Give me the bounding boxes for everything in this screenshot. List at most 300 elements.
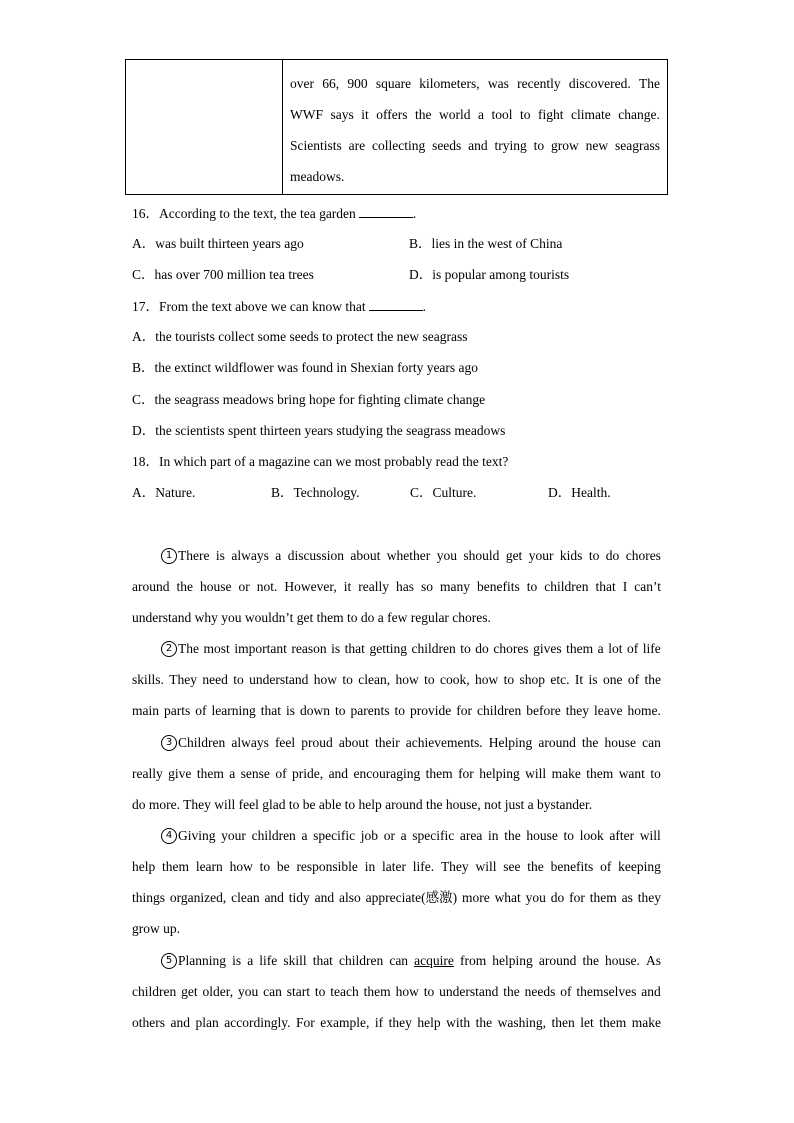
word: to (460, 641, 471, 656)
word: it (361, 107, 369, 122)
word: help (132, 859, 156, 874)
word: and (328, 766, 349, 781)
word: around (538, 953, 577, 968)
word: the (644, 672, 661, 687)
paragraph-line (132, 633, 661, 664)
word: make (631, 1015, 661, 1030)
word: later (382, 859, 406, 874)
word: they (637, 890, 661, 905)
option-d[interactable]: D．is popular among tourists (409, 267, 570, 282)
word: Giving (178, 828, 216, 843)
word: of (195, 703, 207, 718)
word: how (229, 859, 253, 874)
word: the (475, 1015, 493, 1030)
word: them (425, 766, 453, 781)
word: so (420, 579, 433, 594)
word: be (276, 859, 290, 874)
word: 900 (347, 76, 368, 91)
word: how (395, 672, 419, 687)
word: As (645, 953, 661, 968)
word: and (314, 890, 335, 905)
word: can (389, 953, 409, 968)
word: to (342, 672, 353, 687)
word: climate (571, 107, 611, 122)
word: skill (283, 953, 307, 968)
word: 66, (322, 76, 340, 91)
word: learning (211, 703, 256, 718)
word: they (565, 703, 589, 718)
word: about (350, 548, 381, 563)
option-d[interactable]: D．the scientists spent thirteen years studying the seagrass meadows (132, 423, 506, 438)
word: them (586, 766, 614, 781)
option-c[interactable]: C．has over 700 million tea trees (132, 267, 314, 282)
word: themselves (576, 984, 637, 999)
word: for (456, 703, 473, 718)
word: is (285, 703, 295, 718)
word: leave (593, 703, 623, 718)
word: children (339, 953, 384, 968)
word: to (394, 703, 406, 718)
word: them (196, 766, 224, 781)
word: over (290, 76, 314, 91)
passage-table (125, 59, 668, 195)
word: really (358, 579, 389, 594)
paragraph-line (132, 758, 661, 789)
word: make (551, 766, 581, 781)
word: can (642, 735, 661, 750)
word: pride, (292, 766, 324, 781)
word: house. (605, 953, 640, 968)
word: specific (313, 828, 356, 843)
line-with-underline (178, 945, 661, 976)
paragraph-line (132, 945, 661, 976)
word: is (232, 953, 242, 968)
word: more (461, 890, 490, 905)
word: around (132, 579, 170, 594)
word: says (330, 107, 354, 122)
word: in (364, 859, 376, 874)
option-a[interactable]: A．was built thirteen years ago (132, 236, 304, 251)
word: your (221, 828, 246, 843)
table-line (290, 99, 660, 130)
word: and (641, 984, 661, 999)
word: the (415, 107, 432, 122)
word: that (595, 579, 616, 594)
word: how (395, 984, 419, 999)
table-line: meadows. (290, 169, 345, 184)
word: many (439, 579, 470, 594)
word: help (417, 1015, 441, 1030)
word: job (360, 828, 379, 843)
circled-number-3-icon: 3 (161, 735, 177, 751)
word: that (312, 953, 333, 968)
word: their (374, 735, 400, 750)
word: The (638, 76, 660, 91)
word: benefits (550, 859, 594, 874)
question-tail: . (422, 299, 426, 314)
word: look (579, 828, 604, 843)
word: do (550, 890, 565, 905)
word: example, (320, 1015, 370, 1030)
word: However, (284, 579, 337, 594)
word: getting (369, 641, 407, 656)
word: It (574, 672, 584, 687)
option-d[interactable]: D．Health. (548, 485, 611, 500)
circled-number-5-icon: 5 (161, 953, 177, 969)
word: world (439, 107, 471, 122)
paragraph-1 (132, 540, 661, 633)
word: plan (195, 1015, 219, 1030)
word: is (588, 672, 598, 687)
word: children (544, 579, 589, 594)
word: was (487, 76, 509, 91)
word: keeping (618, 859, 661, 874)
word: life. (412, 859, 435, 874)
word: seeds (432, 138, 462, 153)
word: important (234, 641, 287, 656)
word: get (181, 984, 198, 999)
word: tidy (288, 890, 310, 905)
word: or (383, 828, 395, 843)
word: offers (376, 107, 408, 122)
question-stem: 18．In which part of a magazine can we most probably read the text? (132, 454, 509, 469)
question-17 (132, 298, 426, 315)
question-16 (132, 205, 416, 222)
word: seagrass (614, 138, 660, 153)
word: you (237, 984, 259, 999)
word: before (526, 703, 561, 718)
paragraph-line (132, 664, 661, 695)
word: whether (386, 548, 431, 563)
word: Children (178, 735, 226, 750)
word: also (339, 890, 361, 905)
word: you (436, 548, 457, 563)
word: For (295, 1015, 315, 1030)
word: skills. (132, 672, 164, 687)
word: to (259, 859, 271, 874)
word: will (475, 859, 497, 874)
word: them (162, 859, 190, 874)
answer-blank[interactable] (359, 205, 413, 218)
word: appreciate(感激) (365, 890, 458, 905)
word: home. (627, 703, 661, 718)
word: to (533, 138, 545, 153)
word: the (176, 579, 193, 594)
word: new (585, 138, 609, 153)
word: need (202, 672, 228, 687)
word: if (374, 1015, 384, 1030)
word: sense (240, 766, 270, 781)
answer-blank[interactable] (369, 298, 423, 311)
word: life (642, 641, 661, 656)
word: children (132, 984, 177, 999)
word: and (468, 138, 488, 153)
paragraph-line (132, 976, 661, 1007)
word: will (525, 766, 547, 781)
word: learn (195, 859, 223, 874)
word: in (488, 828, 499, 843)
word: them (599, 1015, 627, 1030)
word: of (275, 766, 287, 781)
word: give (168, 766, 192, 781)
word: it (343, 579, 352, 594)
word: from (459, 953, 487, 968)
word: to (526, 579, 538, 594)
word: then (551, 1015, 575, 1030)
word: a (597, 641, 604, 656)
word: them (566, 641, 594, 656)
word: and (264, 890, 284, 905)
word: Scientists (290, 138, 342, 153)
word: benefits (476, 579, 520, 594)
word: to (520, 107, 531, 122)
word: older, (202, 984, 234, 999)
word: and (170, 1015, 190, 1030)
circled-number-1-icon: 1 (161, 548, 177, 564)
word: a (301, 828, 308, 843)
word: of (626, 641, 639, 656)
word: house (604, 735, 637, 750)
word: most (203, 641, 230, 656)
word: house (526, 828, 558, 843)
word: encouraging (353, 766, 421, 781)
option-b[interactable]: B．Technology. (271, 485, 360, 500)
word: let (580, 1015, 594, 1030)
table-empty-cell (126, 60, 283, 194)
word: to (424, 672, 435, 687)
word: collecting (371, 138, 426, 153)
word: always (231, 735, 269, 750)
circled-number-4-icon: 4 (161, 828, 177, 844)
word: etc. (550, 672, 570, 687)
word: with (446, 1015, 471, 1030)
word: is (331, 641, 341, 656)
word: can (263, 984, 282, 999)
word: The (178, 641, 199, 656)
word: Helping (488, 735, 533, 750)
word: There (178, 548, 210, 563)
word: recently (517, 76, 561, 91)
word: for (569, 890, 585, 905)
paragraph-line: do more. They will feel glad to be able to help around the house, not just a bystander. (132, 797, 593, 812)
word: what (494, 890, 521, 905)
word: parts (164, 703, 191, 718)
word: you (525, 890, 546, 905)
word: Planning (178, 953, 227, 968)
word: always (231, 548, 269, 563)
word: of (560, 984, 572, 999)
word: do (605, 548, 620, 563)
word: children (477, 703, 522, 718)
question-stem: 16．According to the text, the tea garden (132, 206, 356, 221)
word: kilometers, (419, 76, 480, 91)
word: of (627, 672, 640, 687)
paragraph-line (132, 820, 661, 851)
word: parents (350, 703, 390, 718)
paragraph-line (132, 727, 661, 758)
word: a (247, 953, 254, 968)
paragraph-line (132, 540, 661, 571)
word: change. (618, 107, 660, 122)
word: kids (559, 548, 583, 563)
word: others (132, 1015, 165, 1030)
table-line (290, 68, 660, 99)
word: tool (491, 107, 513, 122)
paragraph-line (132, 851, 661, 882)
word: to (233, 672, 244, 687)
word: really (132, 766, 163, 781)
word: square (375, 76, 412, 91)
word: the (504, 828, 521, 843)
word: see (503, 859, 521, 874)
paragraph-line: understand why you wouldn’t get them to do a few regular chores. (132, 610, 491, 625)
paragraph-4 (132, 820, 661, 944)
word: not. (256, 579, 278, 594)
word: responsible (296, 859, 358, 874)
word: around (538, 735, 576, 750)
word: a (478, 107, 485, 122)
table-text-cell (283, 60, 667, 194)
word: cook, (440, 672, 470, 687)
word: your (528, 548, 554, 563)
word: about (338, 735, 369, 750)
word: gives (533, 641, 562, 656)
word: I (622, 579, 628, 594)
word: discovered. (568, 76, 631, 91)
word: down (300, 703, 330, 718)
word: how (313, 672, 337, 687)
word: that (344, 641, 365, 656)
word: get (505, 548, 523, 563)
word: main (132, 703, 159, 718)
word: washing, (497, 1015, 546, 1030)
word: lot (608, 641, 623, 656)
word: area (459, 828, 483, 843)
word: that (260, 703, 281, 718)
word: as (621, 890, 633, 905)
word: things (132, 890, 166, 905)
word: helping (479, 766, 520, 781)
word: children (251, 828, 296, 843)
table-line (290, 130, 660, 161)
word: life (259, 953, 278, 968)
word: want (618, 766, 645, 781)
word: to (423, 984, 435, 999)
word: a (400, 828, 407, 843)
word: them (589, 890, 617, 905)
underlined-word: acquire (414, 953, 454, 968)
paragraph-5 (132, 945, 661, 1038)
word: is (215, 548, 225, 563)
word: how (475, 672, 499, 687)
option-a[interactable]: A．Nature. (132, 485, 196, 500)
word: provide (410, 703, 452, 718)
word: reason (291, 641, 327, 656)
word: the (582, 953, 599, 968)
word: to (503, 672, 515, 687)
paragraph-line (132, 1007, 661, 1038)
word: one (602, 672, 623, 687)
question-stem: 17．From the text above we can know that (132, 299, 366, 314)
word: organized, (169, 890, 227, 905)
paragraph-line (132, 695, 661, 726)
option-a[interactable]: A．the tourists collect some seeds to protect the new seagrass (132, 329, 468, 344)
word: fight (538, 107, 564, 122)
word: needs (524, 984, 556, 999)
option-b[interactable]: B．the extinct wildflower was found in Shexian forty years ago (132, 360, 479, 375)
word: the (503, 984, 520, 999)
paragraph-line (132, 571, 661, 602)
word: after (609, 828, 635, 843)
word: has (395, 579, 414, 594)
word: shop (519, 672, 546, 687)
paragraph-line (132, 882, 661, 913)
word: achievements. (405, 735, 483, 750)
word: to (563, 828, 575, 843)
question-18 (132, 454, 508, 470)
word: helping (492, 953, 533, 968)
word: children (411, 641, 456, 656)
word: or (238, 579, 250, 594)
option-b[interactable]: B．lies in the west of China (409, 236, 563, 251)
word: chores (493, 641, 529, 656)
word: them (363, 984, 391, 999)
word: clean (231, 890, 260, 905)
word: feel (274, 735, 296, 750)
option-c[interactable]: C．the seagrass meadows bring hope for fighting climate change (132, 392, 486, 407)
word: to (335, 703, 346, 718)
word: to (588, 548, 600, 563)
word: understand (439, 984, 499, 999)
word: will (639, 828, 661, 843)
word: clean, (358, 672, 391, 687)
word: They (169, 672, 198, 687)
word: to (650, 766, 661, 781)
word: house (200, 579, 232, 594)
word: a (229, 766, 236, 781)
word: discussion (287, 548, 344, 563)
word: do (475, 641, 489, 656)
word: accordingly. (224, 1015, 291, 1030)
word: specific (412, 828, 455, 843)
paragraph-2 (132, 633, 661, 726)
word: They (440, 859, 469, 874)
question-tail: . (412, 206, 417, 221)
word: WWF (290, 107, 323, 122)
word: start (286, 984, 310, 999)
word: chores (625, 548, 661, 563)
word: grow (551, 138, 579, 153)
word: should (463, 548, 500, 563)
word: trying (494, 138, 527, 153)
option-c[interactable]: C．Culture. (410, 485, 477, 500)
word: are (348, 138, 366, 153)
paragraph-line: grow up. (132, 921, 180, 936)
word: of (600, 859, 612, 874)
word: proud (301, 735, 333, 750)
word: to (314, 984, 326, 999)
circled-number-2-icon: 2 (161, 641, 177, 657)
word: for (458, 766, 474, 781)
word: teach (330, 984, 359, 999)
paragraph-3 (132, 727, 661, 820)
word: can’t (634, 579, 661, 594)
word: the (527, 859, 544, 874)
word: understand (249, 672, 309, 687)
word: the (581, 735, 599, 750)
word: a (275, 548, 282, 563)
word: they (388, 1015, 412, 1030)
